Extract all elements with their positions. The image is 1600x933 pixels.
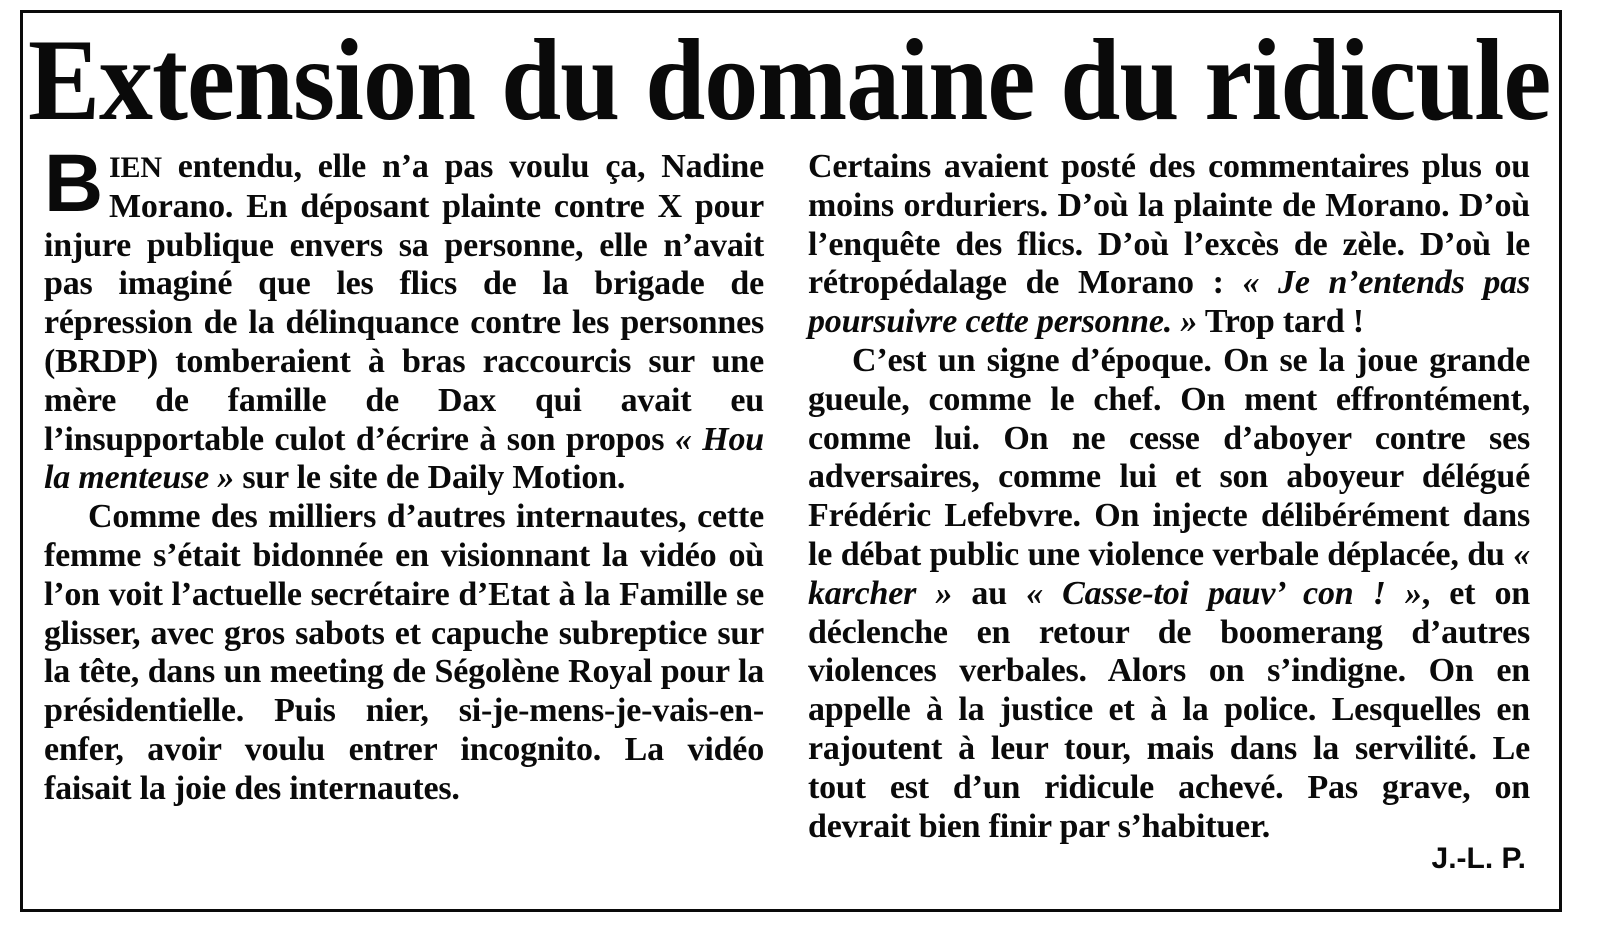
- paragraph-2-continuation: [808, 148, 1530, 342]
- paragraph-3-text-b: au: [952, 574, 1027, 612]
- quote-menteuse: « Hou la menteuse »: [44, 420, 764, 497]
- quote-morano: « Je n’entends pas poursuivre cette personne. »: [808, 264, 1530, 341]
- paragraph-1-text: entendu, elle n’a pas voulu ça, Nadine Morano. En déposant plainte contre X pour injure publique envers sa personne, elle n’avait pas imaginé que les flics de la brigade de répression de la délinquance contre les personnes (BRDP) tomberaient à bras raccourcis sur une mère de famille de Dax qui avait eu l’insupportable culot d’écrire à son propos: [44, 148, 764, 458]
- paragraph-1-end: sur le site de Daily Motion.: [234, 459, 626, 497]
- article-column-right: [808, 148, 1530, 846]
- paragraph-2-text-continued: Certains avaient posté des commentaires plus ou moins orduriers. D’où la plainte de Morano. D’où l’enquête des flics. D’où l’excès de zèle. D’où le rétropédalage de Morano :: [808, 148, 1530, 302]
- quote-casse-toi: « Casse-toi pauv’ con ! »: [1026, 574, 1422, 612]
- paragraph-2: [44, 498, 764, 808]
- article-title: Extension du domaine du ridicule: [28, 16, 1551, 145]
- paragraph-2-end: Trop tard !: [1197, 303, 1364, 341]
- paragraph-3: [808, 342, 1530, 846]
- author-signature: J.-L. P.: [1431, 842, 1526, 875]
- article-column-left: [44, 138, 764, 809]
- drop-cap: B: [44, 138, 104, 229]
- paragraph-1: [44, 138, 764, 498]
- paragraph-2-text: Comme des milliers d’autres internautes, cette femme s’était bidonnée en visionnant la vidéo où l’on voit l’actuelle secrétaire d’Etat à la Famille se glisser, avec gros sabots et capuche subreptice sur la tête, dans un meeting de Ségolène Royal pour la présidentielle. Puis nier, si-je-mens-je-vais-en-enfer, avoir voulu entrer incognito. La vidéo faisait la joie des internautes.: [44, 498, 764, 807]
- paragraph-3-text-a: C’est un signe d’époque. On se la joue grande gueule, comme le chef. On ment effrontément, comme lui. On ne cesse d’aboyer contre ses adversaires, comme lui et son aboyeur délégué Frédéric Lefebvre. On injecte délibérément dans le débat public une violence verbale déplacée, du: [808, 341, 1530, 573]
- paragraph-3-text-c: , et on déclenche en retour de boomerang d’autres violences verbales. Alors on s’indigne. On en appelle à la justice et à la police. Lesquelles en rajoutent à leur tour, mais dans la servilité. Le tout est d’un ridicule achevé. Pas grave, on devrait bien finir par s’habituer.: [808, 574, 1530, 845]
- quote-karcher: « karcher »: [808, 535, 1530, 612]
- lead-in: IEN: [109, 151, 162, 184]
